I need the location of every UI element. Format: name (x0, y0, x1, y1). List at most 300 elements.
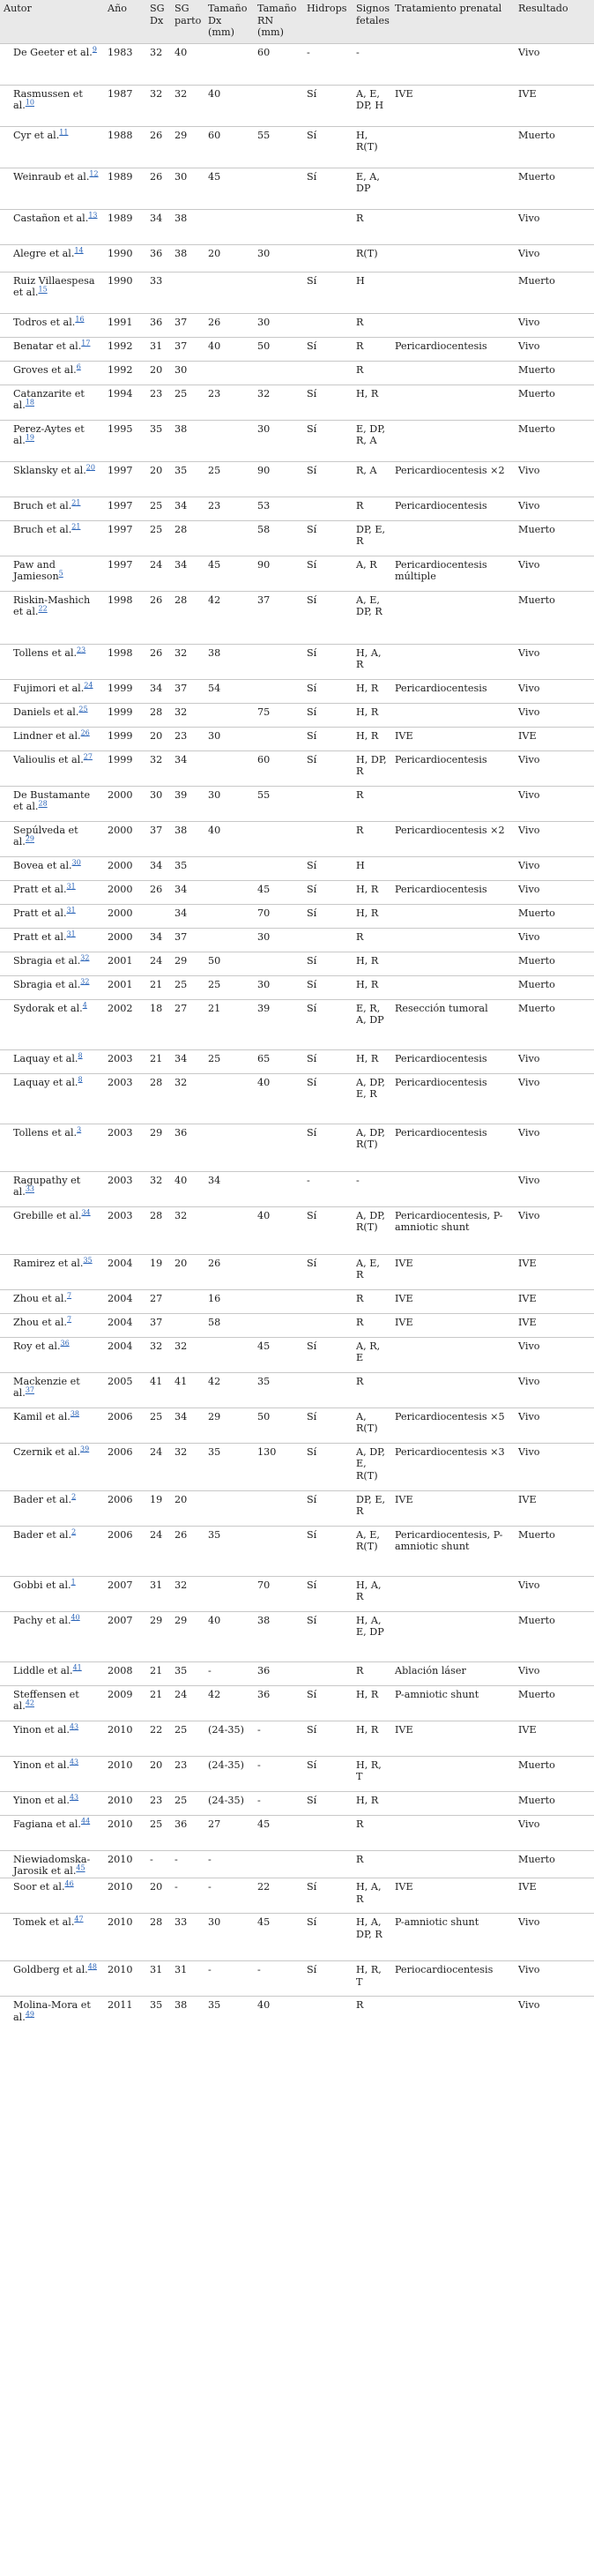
reference-link[interactable]: 20 (85, 463, 95, 472)
reference-link[interactable]: 29 (25, 834, 34, 843)
reference-link[interactable]: 26 (80, 728, 90, 737)
year-cell (104, 591, 146, 644)
resultado-cell (515, 272, 594, 313)
tamano-dx-cell (204, 750, 254, 786)
hidrops-cell (303, 1313, 353, 1337)
signos-cell (353, 1337, 391, 1372)
resultado-cell (515, 1913, 594, 1960)
reference-link[interactable]: 34 (81, 1208, 91, 1217)
resultado-cell (515, 1206, 594, 1254)
resultado-value: Vivo (518, 646, 540, 659)
tamano-rn-cell (254, 591, 303, 644)
reference-link[interactable]: 8 (78, 1051, 83, 1060)
tamano-rn-value: 45 (257, 1818, 271, 1830)
reference-link[interactable]: 31 (66, 882, 76, 891)
year-value: 2007 (108, 1579, 133, 1591)
resultado-value: IVE (518, 729, 537, 742)
hidrops-cell (303, 1913, 353, 1960)
signos-value: H, R (356, 682, 379, 694)
year-cell (104, 703, 146, 727)
author-name: Weinraub et al. (13, 170, 90, 183)
reference-link[interactable]: 32 (80, 977, 90, 986)
author-cell (0, 821, 104, 856)
author-cell (0, 904, 104, 928)
tratamiento-value: IVE (395, 1292, 413, 1304)
resultado-value: Vivo (518, 1052, 540, 1064)
reference-link[interactable]: 5 (58, 569, 63, 578)
tamano-dx-value: - (208, 1853, 212, 1865)
sg-dx-cell (146, 209, 171, 244)
signos-cell (353, 337, 391, 361)
sg-parto-cell (171, 904, 204, 928)
sg-parto-value: 37 (174, 316, 188, 328)
tratamiento-cell (391, 679, 515, 703)
resultado-cell (515, 1407, 594, 1443)
sg-dx-value: 31 (150, 340, 163, 352)
tamano-dx-cell (204, 385, 254, 420)
tamano-dx-value: (24-35) (208, 1723, 244, 1736)
sg-parto-cell (171, 679, 204, 703)
signos-value: H, R (356, 907, 379, 919)
resultado-cell (515, 168, 594, 209)
reference-link[interactable]: 11 (59, 128, 69, 137)
author-cell (0, 1611, 104, 1661)
author-cell (0, 556, 104, 591)
signos-value: E, R, A, DP (356, 1002, 384, 1027)
hidrops-cell (303, 272, 353, 313)
reference-link[interactable]: 31 (66, 930, 76, 938)
resultado-value: Muerto (518, 1794, 555, 1806)
sg-dx-value: 22 (150, 1723, 163, 1736)
hidrops-cell (303, 209, 353, 244)
sg-dx-cell (146, 1124, 171, 1171)
tratamiento-cell (391, 385, 515, 420)
reference-link[interactable]: 9 (92, 45, 97, 54)
reference-link[interactable]: 30 (71, 858, 81, 867)
reference-link[interactable]: 3 (77, 1125, 82, 1134)
year-value: 2000 (108, 859, 133, 871)
tamano-rn-cell (254, 337, 303, 361)
hidrops-cell (303, 43, 353, 85)
tamano-rn-cell (254, 1490, 303, 1526)
sg-dx-value: 28 (150, 1915, 163, 1928)
year-value: 2006 (108, 1410, 133, 1422)
sg-dx-value: 41 (150, 1375, 163, 1387)
tamano-rn-value: 53 (257, 499, 271, 511)
resultado-cell (515, 821, 594, 856)
signos-cell (353, 856, 391, 880)
header-hidrops: Hidrops (303, 0, 353, 43)
reference-link[interactable]: 32 (80, 953, 90, 962)
sg-dx-cell (146, 1443, 171, 1490)
tamano-rn-cell (254, 880, 303, 904)
reference-link[interactable]: 43 (69, 1722, 79, 1731)
hidrops-value: Sí (307, 594, 317, 606)
sg-dx-value: 33 (150, 274, 163, 287)
reference-link[interactable]: 14 (74, 246, 84, 255)
tratamiento-cell (391, 786, 515, 821)
sg-dx-cell (146, 1372, 171, 1407)
reference-link[interactable]: 13 (88, 211, 98, 220)
resultado-cell (515, 1756, 594, 1791)
tratamiento-value: Pericardiocentesis (395, 682, 487, 694)
sg-dx-value: 35 (150, 422, 163, 435)
tratamiento-cell (391, 313, 515, 337)
year-value: 2005 (108, 1375, 133, 1387)
author-name: Lindner et al. (13, 729, 81, 742)
resultado-value: IVE (518, 1316, 537, 1328)
reference-link[interactable]: 25 (78, 705, 88, 713)
sg-dx-cell (146, 520, 171, 556)
year-value: 1990 (108, 274, 133, 287)
tamano-dx-cell (204, 904, 254, 928)
sg-parto-cell (171, 1611, 204, 1661)
tamano-rn-value: 70 (257, 907, 271, 919)
author-name: Perez-Aytes et al. (13, 422, 85, 447)
hidrops-cell (303, 1526, 353, 1576)
hidrops-value: Sí (307, 859, 317, 871)
reference-link[interactable]: 35 (83, 1256, 93, 1265)
tratamiento-cell (391, 727, 515, 750)
table-row (0, 727, 594, 750)
table-row (0, 1526, 594, 1576)
hidrops-value: Sí (307, 1257, 317, 1269)
signos-value: H, R (356, 978, 379, 990)
table-row (0, 750, 594, 786)
author-cell (0, 975, 104, 999)
reference-link[interactable]: 37 (25, 1385, 34, 1394)
author-name: Yinon et al. (13, 1794, 70, 1806)
reference-link[interactable]: 24 (84, 681, 93, 690)
hidrops-cell (303, 497, 353, 520)
reference-link[interactable]: 49 (25, 2009, 34, 2018)
signos-value: H, R (356, 1794, 379, 1806)
year-value: 2004 (108, 1257, 133, 1269)
table-row (0, 679, 594, 703)
table-row (0, 497, 594, 520)
author-name: Daniels et al. (13, 706, 79, 718)
signos-cell (353, 168, 391, 209)
reference-link[interactable]: 17 (81, 339, 91, 347)
resultado-value: Vivo (518, 1963, 540, 1975)
year-cell (104, 1611, 146, 1661)
hidrops-value: - (307, 46, 310, 58)
hidrops-cell (303, 1206, 353, 1254)
table-row (0, 313, 594, 337)
hidrops-value: Sí (307, 1579, 317, 1591)
reference-link[interactable]: 31 (66, 906, 76, 915)
reference-link[interactable]: 12 (89, 169, 99, 178)
table-row (0, 1996, 594, 2031)
resultado-value: Muerto (518, 1528, 555, 1541)
tratamiento-value: IVE (395, 1257, 413, 1269)
reference-link[interactable]: 47 (74, 1915, 84, 1923)
author-cell (0, 244, 104, 272)
signos-cell (353, 880, 391, 904)
sg-dx-value: 36 (150, 247, 163, 259)
resultado-value: Vivo (518, 1209, 540, 1221)
sg-dx-value: 20 (150, 1880, 163, 1893)
tamano-rn-cell (254, 1791, 303, 1815)
sg-parto-value: 34 (174, 558, 188, 571)
sg-dx-value: 18 (150, 1002, 163, 1014)
reference-link[interactable]: 27 (83, 752, 93, 761)
tamano-dx-value: 25 (208, 464, 221, 476)
sg-parto-value: 34 (174, 1052, 188, 1064)
reference-link[interactable]: 10 (25, 98, 34, 107)
table-header (0, 0, 594, 43)
signos-value: A, E, DP, H (356, 87, 384, 112)
year-cell (104, 1254, 146, 1289)
reference-link[interactable]: 42 (25, 1699, 34, 1707)
sg-parto-value: 29 (174, 129, 188, 141)
hidrops-cell (303, 1878, 353, 1913)
sg-parto-cell (171, 420, 204, 461)
tamano-dx-value: 27 (208, 1818, 221, 1830)
sg-parto-value: 38 (174, 422, 188, 435)
hidrops-value: Sí (307, 1209, 317, 1221)
year-cell (104, 727, 146, 750)
reference-link[interactable]: 18 (25, 398, 34, 407)
reference-link[interactable]: 44 (81, 1817, 91, 1826)
hidrops-cell (303, 1073, 353, 1124)
sg-dx-cell (146, 1850, 171, 1878)
reference-link[interactable]: 21 (71, 498, 81, 507)
sg-dx-cell (146, 750, 171, 786)
signos-value: R, A (356, 464, 377, 476)
sg-parto-cell (171, 1526, 204, 1576)
tamano-dx-cell (204, 420, 254, 461)
tamano-rn-cell (254, 1124, 303, 1171)
tamano-dx-cell (204, 928, 254, 952)
reference-link[interactable]: 4 (82, 1001, 87, 1010)
sg-dx-value: 20 (150, 1758, 163, 1771)
tamano-dx-value: 42 (208, 1375, 221, 1387)
header-signos-fetales: Signos fetales (353, 0, 391, 43)
reference-link[interactable]: 23 (77, 646, 86, 654)
year-cell (104, 975, 146, 999)
reference-link[interactable]: 40 (71, 1613, 80, 1622)
reference-link[interactable]: 38 (70, 1409, 80, 1418)
sg-dx-cell (146, 1526, 171, 1576)
author-cell (0, 591, 104, 644)
hidrops-value: Sí (307, 87, 317, 100)
reference-link[interactable]: 39 (80, 1445, 90, 1453)
table-row (0, 1049, 594, 1073)
reference-link[interactable]: 19 (25, 433, 34, 442)
table-row (0, 337, 594, 361)
reference-link[interactable]: 8 (78, 1075, 83, 1084)
author-cell (0, 1913, 104, 1960)
author-name: Pratt et al. (13, 907, 67, 919)
sg-parto-value: 20 (174, 1493, 188, 1505)
author-cell (0, 43, 104, 85)
year-cell (104, 168, 146, 209)
tratamiento-cell (391, 361, 515, 385)
reference-link[interactable]: 41 (72, 1663, 82, 1672)
tamano-dx-value: (24-35) (208, 1758, 244, 1771)
sg-dx-value: 19 (150, 1493, 163, 1505)
resultado-cell (515, 1960, 594, 1996)
resultado-value: IVE (518, 1880, 537, 1893)
sg-parto-value: 28 (174, 594, 188, 606)
reference-link[interactable]: 28 (38, 799, 48, 808)
sg-dx-value: 27 (150, 1292, 163, 1304)
year-value: 2010 (108, 1758, 133, 1771)
tratamiento-value: IVE (395, 1880, 413, 1893)
year-value: 2003 (108, 1126, 133, 1139)
signos-cell (353, 952, 391, 975)
reference-link[interactable]: 46 (64, 1879, 74, 1888)
reference-link[interactable]: 43 (69, 1793, 79, 1802)
year-cell (104, 1996, 146, 2031)
resultado-cell (515, 904, 594, 928)
author-name: Niewiadomska-Jarosik et al. (13, 1853, 91, 1878)
author-cell (0, 1996, 104, 2031)
year-value: 2003 (108, 1076, 133, 1088)
tamano-dx-value: 45 (208, 558, 221, 571)
tamano-rn-value: 90 (257, 558, 271, 571)
tamano-dx-value: 30 (208, 788, 221, 801)
table-row (0, 1791, 594, 1815)
header-sg-dx: SG Dx (146, 0, 171, 43)
year-cell (104, 520, 146, 556)
tamano-rn-cell (254, 497, 303, 520)
table-row (0, 385, 594, 420)
signos-cell (353, 727, 391, 750)
resultado-cell (515, 520, 594, 556)
tamano-rn-cell (254, 1913, 303, 1960)
resultado-cell (515, 856, 594, 880)
sg-dx-value: 28 (150, 1076, 163, 1088)
resultado-cell (515, 556, 594, 591)
sg-parto-value: 32 (174, 1445, 188, 1458)
signos-cell (353, 1850, 391, 1878)
reference-link[interactable]: 7 (66, 1291, 72, 1300)
reference-link[interactable]: 2 (71, 1492, 77, 1501)
table-row (0, 821, 594, 856)
sg-dx-cell (146, 1049, 171, 1073)
sg-parto-cell (171, 928, 204, 952)
tamano-dx-cell (204, 337, 254, 361)
tamano-rn-value: 75 (257, 706, 271, 718)
reference-link[interactable]: 45 (76, 1863, 85, 1872)
reference-link[interactable]: 1 (71, 1578, 76, 1587)
resultado-value: Muerto (518, 1688, 555, 1700)
sg-parto-value: 39 (174, 788, 188, 801)
reference-link[interactable]: 7 (66, 1315, 72, 1324)
reference-link[interactable]: 36 (60, 1339, 70, 1348)
resultado-value: Muerto (518, 1614, 555, 1626)
signos-value: H, R (356, 387, 379, 399)
sg-dx-cell (146, 1721, 171, 1756)
sg-dx-cell (146, 1756, 171, 1791)
tamano-dx-cell (204, 168, 254, 209)
resultado-value: Vivo (518, 1998, 540, 2011)
sg-dx-value: 26 (150, 594, 163, 606)
resultado-cell (515, 385, 594, 420)
tratamiento-value: Periocardiocentesis (395, 1963, 494, 1975)
reference-link[interactable]: 33 (25, 1184, 34, 1193)
resultado-cell (515, 313, 594, 337)
year-cell (104, 952, 146, 975)
tamano-rn-cell (254, 209, 303, 244)
tamano-rn-cell (254, 1611, 303, 1661)
sg-dx-cell (146, 1878, 171, 1913)
resultado-value: Vivo (518, 1818, 540, 1830)
tratamiento-cell (391, 1490, 515, 1526)
sg-parto-cell (171, 1313, 204, 1337)
reference-link[interactable]: 43 (69, 1758, 79, 1766)
tamano-dx-value: 34 (208, 1174, 221, 1186)
tamano-rn-cell (254, 750, 303, 786)
sg-parto-value: 29 (174, 954, 188, 967)
sg-parto-cell (171, 209, 204, 244)
author-name: Goldberg et al. (13, 1963, 88, 1975)
hidrops-value: Sí (307, 1794, 317, 1806)
tamano-rn-value: - (257, 1794, 261, 1806)
sg-parto-cell (171, 337, 204, 361)
table-row (0, 1913, 594, 1960)
tamano-rn-cell (254, 727, 303, 750)
signos-value: DP, E, R (356, 1493, 386, 1518)
resultado-value: Vivo (518, 753, 540, 765)
year-cell (104, 928, 146, 952)
sg-parto-cell (171, 1049, 204, 1073)
hidrops-cell (303, 520, 353, 556)
tamano-rn-cell (254, 361, 303, 385)
year-value: 1995 (108, 422, 133, 435)
reference-link[interactable]: 2 (71, 1527, 77, 1536)
header-row (0, 0, 594, 43)
year-value: 2001 (108, 978, 133, 990)
sg-dx-cell (146, 43, 171, 85)
tratamiento-value: Pericardiocentesis, P-amniotic shunt (395, 1528, 503, 1553)
signos-value: R (356, 1292, 364, 1304)
year-value: 1999 (108, 729, 133, 742)
sg-parto-cell (171, 313, 204, 337)
year-cell (104, 750, 146, 786)
tratamiento-value: P-amniotic shunt (395, 1915, 479, 1928)
reference-link[interactable]: 22 (38, 604, 48, 613)
reference-link[interactable]: 48 (87, 1962, 97, 1971)
reference-link[interactable]: 15 (38, 285, 48, 294)
tamano-dx-cell (204, 1372, 254, 1407)
author-name: Sklansky et al. (13, 464, 86, 476)
signos-cell (353, 361, 391, 385)
signos-cell (353, 1049, 391, 1073)
tamano-dx-cell (204, 856, 254, 880)
hidrops-value: Sí (307, 1445, 317, 1458)
sg-parto-cell (171, 1254, 204, 1289)
table-row (0, 461, 594, 497)
year-cell (104, 556, 146, 591)
resultado-value: Muerto (518, 422, 555, 435)
table-row (0, 1407, 594, 1443)
sg-parto-cell (171, 1576, 204, 1611)
reference-link[interactable]: 6 (76, 362, 81, 371)
tamano-rn-cell (254, 461, 303, 497)
tamano-dx-value: 21 (208, 1002, 221, 1014)
resultado-value: Muerto (518, 594, 555, 606)
author-name: Castañon et al. (13, 212, 89, 224)
resultado-value: Vivo (518, 788, 540, 801)
reference-link[interactable]: 21 (71, 522, 81, 531)
reference-link[interactable]: 16 (75, 315, 85, 324)
signos-value: A, DP, R(T) (356, 1209, 385, 1234)
resultado-cell (515, 1171, 594, 1206)
sg-dx-cell (146, 952, 171, 975)
